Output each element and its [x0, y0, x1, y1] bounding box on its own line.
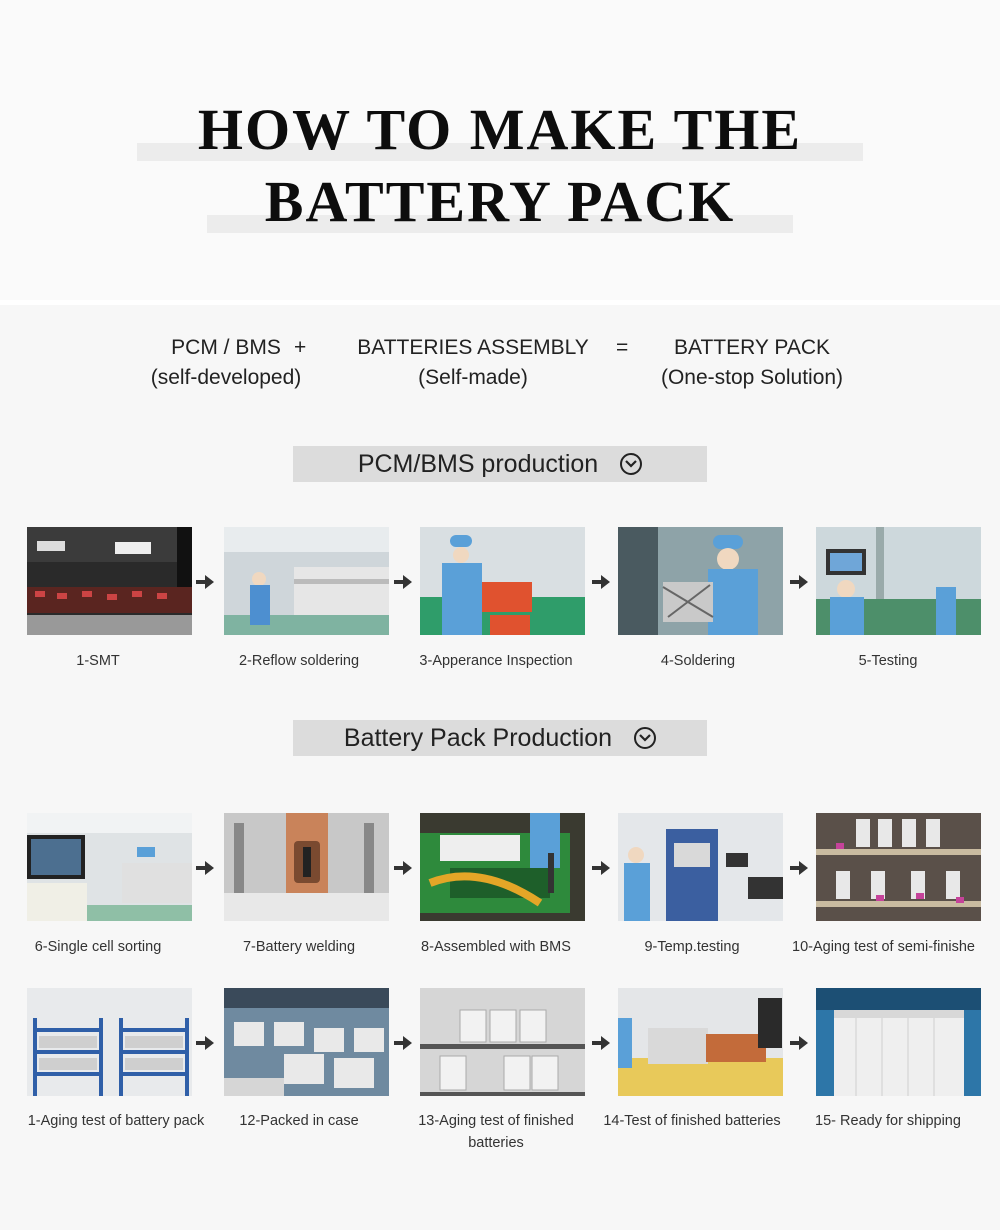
step-15-photo: [816, 988, 981, 1096]
step-11-caption: 1-Aging test of battery pack: [27, 1113, 205, 1129]
step-12-photo: [224, 988, 389, 1096]
arrow-right-icon: [592, 575, 610, 589]
formula-assembly-sub: (Self-made): [418, 366, 528, 389]
arrow-right-icon: [196, 861, 214, 875]
step-13-photo: [420, 988, 585, 1096]
formula-assembly-label: BATTERIES ASSEMBLY: [357, 336, 589, 359]
section-pcm-bms[interactable]: [293, 446, 707, 482]
step-3-photo: [420, 527, 585, 635]
arrow-right-icon: [394, 575, 412, 589]
page-title-line-1: HOW TO MAKE THE: [197, 97, 803, 162]
formula-pack-label: BATTERY PACK: [674, 336, 830, 359]
step-14-photo: [618, 988, 783, 1096]
chevron-down-icon: [620, 453, 642, 475]
step-2-photo: [224, 527, 389, 635]
step-6-caption: 6-Single cell sorting: [34, 939, 162, 955]
step-9-photo: [618, 813, 783, 921]
step-2-caption: 2-Reflow soldering: [238, 653, 360, 669]
step-5-caption: 5-Testing: [858, 653, 918, 669]
step-8-caption: 8-Assembled with BMS: [421, 939, 571, 955]
arrow-right-icon: [592, 1036, 610, 1050]
step-14-caption: 14-Test of finished batteries: [603, 1113, 781, 1129]
page-title-line-2: BATTERY PACK: [264, 169, 736, 234]
step-10-caption: 10-Aging test of semi-finishe: [792, 939, 975, 955]
formula-pcm: [136, 336, 316, 390]
arrow-right-icon: [196, 1036, 214, 1050]
step-12-caption: 12-Packed in case: [239, 1113, 359, 1129]
arrow-right-icon: [394, 1036, 412, 1050]
formula-pack-sub: (One-stop Solution): [660, 366, 844, 389]
arrow-right-icon: [592, 861, 610, 875]
step-4-photo: [618, 527, 783, 635]
arrow-right-icon: [790, 575, 808, 589]
step-4-caption: 4-Soldering: [660, 653, 736, 669]
formula-assembly: [336, 336, 610, 390]
chevron-down-icon: [634, 727, 656, 749]
arrow-right-icon: [790, 861, 808, 875]
step-8-photo: [420, 813, 585, 921]
formula-pcm-label: PCM / BMS: [171, 336, 281, 359]
formula-plus: +: [294, 336, 307, 359]
section-battery-pack[interactable]: [293, 720, 707, 756]
step-13-caption: 13-Aging test of finished batteries: [418, 1113, 574, 1151]
section-pcm-bms-label: PCM/BMS production: [357, 449, 599, 478]
formula-pcm-sub: (self-developed): [150, 366, 302, 389]
step-9-caption: 9-Temp.testing: [644, 939, 740, 955]
step-5-photo: [816, 527, 981, 635]
section-battery-pack-label: Battery Pack Production: [343, 723, 613, 752]
title-area: [0, 0, 1000, 300]
arrow-right-icon: [790, 1036, 808, 1050]
step-3-caption: 3-Apperance Inspection: [419, 653, 573, 669]
step-10-photo: [816, 813, 981, 921]
formula-equals: =: [616, 336, 629, 359]
step-6-photo: [27, 813, 192, 921]
formula-pack: [640, 336, 864, 390]
step-7-caption: 7-Battery welding: [242, 939, 356, 955]
step-1-caption: 1-SMT: [76, 653, 120, 669]
step-1-photo: [27, 527, 192, 635]
step-11-photo: [27, 988, 192, 1096]
step-7-photo: [224, 813, 389, 921]
arrow-right-icon: [196, 575, 214, 589]
step-15-caption: 15- Ready for shipping: [815, 1113, 961, 1129]
arrow-right-icon: [394, 861, 412, 875]
